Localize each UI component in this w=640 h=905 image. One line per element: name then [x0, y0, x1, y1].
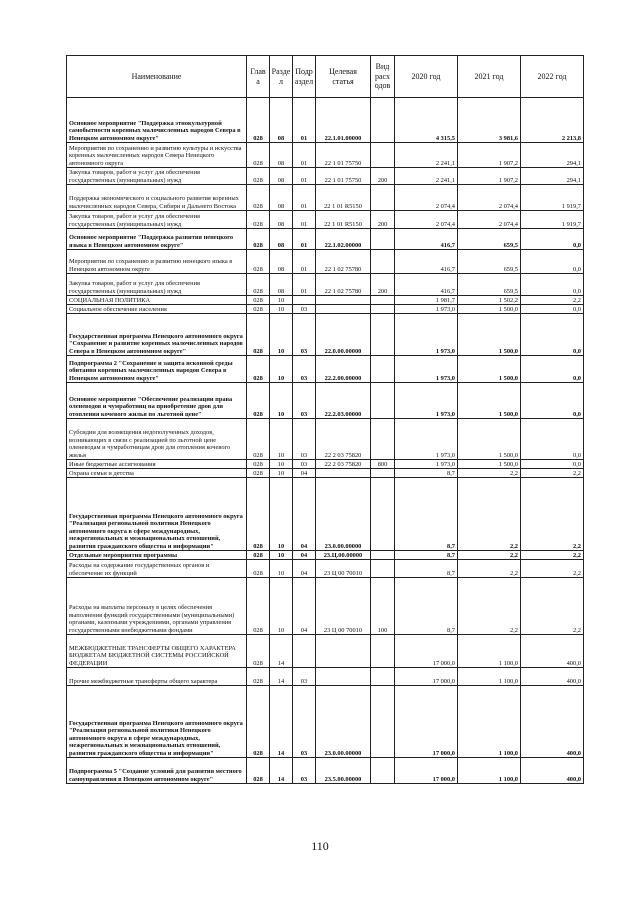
cell-article: 23.Ц.00.00000: [316, 551, 371, 560]
cell-name: Иные бюджетные ассигнования: [67, 460, 247, 469]
cell-2020: 8,7: [395, 469, 458, 478]
table-row: [67, 686, 584, 758]
cell-2021: 1 907,2: [458, 168, 521, 185]
cell-article: 22 1 01 R5150: [316, 185, 371, 211]
cell-podrazdel: 03: [293, 419, 316, 460]
header-row: [67, 56, 584, 98]
cell-article: 22.2.03.00000: [316, 383, 371, 419]
cell-podrazdel: 01: [293, 98, 316, 143]
cell-2021: 659,5: [458, 250, 521, 274]
cell-razdel: 10: [270, 419, 293, 460]
cell-vid: [371, 635, 395, 668]
col-header-article: [316, 56, 371, 98]
cell-glava: 028: [247, 469, 270, 478]
table-row: [67, 419, 584, 460]
cell-2022: 0,0: [521, 274, 584, 296]
table-row: [67, 296, 584, 305]
cell-name: Социальное обеспечение населения: [67, 305, 247, 314]
cell-vid: 200: [371, 168, 395, 185]
cell-podrazdel: 01: [293, 211, 316, 229]
cell-glava: 028: [247, 758, 270, 784]
cell-vid: [371, 758, 395, 784]
cell-name: Подпрограмма 2 "Сохранение и защита исконной среды обитания коренных малочисленных народов Севера в Ненецком автономном округе": [67, 356, 247, 383]
cell-2021: 1 100,0: [458, 686, 521, 758]
cell-vid: [371, 560, 395, 578]
cell-2020: 416,7: [395, 250, 458, 274]
col-header-vid: [371, 56, 395, 98]
col-header-glava: [247, 56, 270, 98]
cell-2022: 400,0: [521, 686, 584, 758]
cell-podrazdel: 03: [293, 383, 316, 419]
cell-razdel: 10: [270, 478, 293, 551]
cell-name: Государственная программа Ненецкого автономного округа "Реализация региональной политики Ненецкого автономного округа в сфере международных, межрегиональных и межнациональных отношений, развития гражданского общества и информации": [67, 478, 247, 551]
cell-name: Расходы на выплаты персоналу в целях обеспечения выполнения функций государственными (муниципальными) органами, казенными учреждениями, органами управления государственными внебюджетными фондами: [67, 578, 247, 635]
cell-razdel: 08: [270, 229, 293, 250]
cell-article: 22 1 02 75780: [316, 250, 371, 274]
cell-article: 23 Ц 00 70010: [316, 560, 371, 578]
razdel-label: Разде л: [271, 67, 291, 86]
cell-razdel: 08: [270, 143, 293, 168]
cell-podrazdel: 04: [293, 469, 316, 478]
cell-2021: 1 500,0: [458, 383, 521, 419]
table-row: [67, 305, 584, 314]
cell-2020: 4 315,5: [395, 98, 458, 143]
cell-podrazdel: [293, 635, 316, 668]
cell-2020: 1 973,0: [395, 356, 458, 383]
cell-podrazdel: 03: [293, 305, 316, 314]
cell-podrazdel: 03: [293, 668, 316, 686]
cell-name: Закупка товаров, работ и услуг для обеспечения государственных (муниципальных) нужд: [67, 211, 247, 229]
cell-razdel: 14: [270, 686, 293, 758]
cell-2021: 2 074,4: [458, 185, 521, 211]
cell-2020: 416,7: [395, 274, 458, 296]
cell-2022: 400,0: [521, 635, 584, 668]
table-row: [67, 356, 584, 383]
article-label: Целевая статья: [329, 67, 357, 86]
cell-article: 22 2 03 75820: [316, 460, 371, 469]
cell-razdel: 08: [270, 274, 293, 296]
cell-razdel: 08: [270, 168, 293, 185]
cell-podrazdel: 04: [293, 551, 316, 560]
cell-article: 23.0.00.00000: [316, 686, 371, 758]
cell-glava: 028: [247, 635, 270, 668]
cell-2022: 1 919,7: [521, 185, 584, 211]
cell-article: [316, 668, 371, 686]
cell-name: Охрана семьи и детства: [67, 469, 247, 478]
cell-2020: 17 000,0: [395, 686, 458, 758]
cell-2020: 8,7: [395, 478, 458, 551]
cell-2022: 0,0: [521, 250, 584, 274]
cell-vid: 800: [371, 460, 395, 469]
cell-2022: 400,0: [521, 758, 584, 784]
table-row: [67, 383, 584, 419]
cell-glava: 028: [247, 578, 270, 635]
cell-glava: 028: [247, 250, 270, 274]
cell-vid: [371, 383, 395, 419]
cell-razdel: 08: [270, 98, 293, 143]
cell-2020: 2 074,4: [395, 211, 458, 229]
cell-2020: 1 973,0: [395, 383, 458, 419]
cell-razdel: 10: [270, 469, 293, 478]
cell-2020: 17 000,0: [395, 668, 458, 686]
cell-2022: 0,0: [521, 305, 584, 314]
cell-name: Государственная программа Ненецкого автономного округа "Реализация региональной политики Ненецкого автономного округа в сфере международных, межрегиональных и межнациональных отношений, развития гражданского общества и информации": [67, 686, 247, 758]
cell-article: [316, 296, 371, 305]
cell-vid: [371, 469, 395, 478]
cell-article: [316, 305, 371, 314]
cell-razdel: 10: [270, 560, 293, 578]
cell-2020: 17 000,0: [395, 758, 458, 784]
cell-vid: [371, 356, 395, 383]
col-header-2022: 2022 год: [521, 56, 584, 98]
cell-vid: [371, 419, 395, 460]
cell-razdel: 08: [270, 185, 293, 211]
cell-razdel: 08: [270, 250, 293, 274]
cell-name: Основное мероприятие "Поддержка развития ненецкого языка в Ненецком автономном округе": [67, 229, 247, 250]
cell-2020: 416,7: [395, 229, 458, 250]
cell-glava: 028: [247, 478, 270, 551]
cell-name: Государственная программа Ненецкого автономного округа "Сохранение и развитие коренных малочисленных народов Севера в Ненецком автономном округе": [67, 314, 247, 356]
cell-razdel: 10: [270, 356, 293, 383]
cell-podrazdel: 03: [293, 314, 316, 356]
cell-glava: 028: [247, 168, 270, 185]
cell-article: 22 1 01 75750: [316, 143, 371, 168]
cell-podrazdel: 01: [293, 250, 316, 274]
table-row: [67, 551, 584, 560]
cell-2022: 2,2: [521, 578, 584, 635]
cell-name: Отдельные мероприятия программы: [67, 551, 247, 560]
cell-article: [316, 469, 371, 478]
cell-vid: [371, 551, 395, 560]
cell-vid: [371, 250, 395, 274]
cell-glava: 028: [247, 314, 270, 356]
col-header-2020: 2020 год: [395, 56, 458, 98]
cell-vid: [371, 296, 395, 305]
cell-podrazdel: 04: [293, 560, 316, 578]
cell-2021: 1 500,0: [458, 356, 521, 383]
cell-glava: 028: [247, 668, 270, 686]
cell-podrazdel: 01: [293, 229, 316, 250]
table-row: [67, 560, 584, 578]
cell-vid: [371, 305, 395, 314]
cell-2022: 2,2: [521, 469, 584, 478]
cell-razdel: 10: [270, 578, 293, 635]
cell-podrazdel: 03: [293, 686, 316, 758]
glava-label: Глав а: [250, 67, 266, 86]
cell-article: 22 1 01 75750: [316, 168, 371, 185]
cell-2020: 17 000,0: [395, 635, 458, 668]
cell-vid: 100: [371, 578, 395, 635]
cell-2021: 2 074,4: [458, 211, 521, 229]
cell-2022: 294,1: [521, 168, 584, 185]
cell-glava: 028: [247, 356, 270, 383]
cell-glava: 028: [247, 560, 270, 578]
cell-glava: 028: [247, 143, 270, 168]
cell-article: 23.0.00.00000: [316, 478, 371, 551]
cell-2021: 1 500,0: [458, 305, 521, 314]
cell-razdel: 10: [270, 314, 293, 356]
cell-2021: 1 500,0: [458, 460, 521, 469]
cell-name: Поддержка экономического и социального развития коренных малочисленных народов Севера, Сибири и Дальнего Востока: [67, 185, 247, 211]
cell-article: 23 Ц 00 70010: [316, 578, 371, 635]
cell-razdel: 14: [270, 758, 293, 784]
cell-podrazdel: 03: [293, 356, 316, 383]
cell-2022: 400,0: [521, 668, 584, 686]
cell-2020: 2 241,1: [395, 143, 458, 168]
cell-glava: 028: [247, 185, 270, 211]
table-row: [67, 250, 584, 274]
cell-article: 23.5.00.00000: [316, 758, 371, 784]
table-row: [67, 758, 584, 784]
cell-2021: 2,2: [458, 469, 521, 478]
cell-podrazdel: 01: [293, 274, 316, 296]
table-row: [67, 98, 584, 143]
cell-2022: 0,0: [521, 356, 584, 383]
cell-2022: 2,2: [521, 551, 584, 560]
cell-2020: 8,7: [395, 578, 458, 635]
cell-vid: 200: [371, 274, 395, 296]
cell-glava: 028: [247, 211, 270, 229]
cell-name: МЕЖБЮДЖЕТНЫЕ ТРАНСФЕРТЫ ОБЩЕГО ХАРАКТЕРА БЮДЖЕТАМ БЮДЖЕТНОЙ СИСТЕМЫ РОССИЙСКОЙ ФЕДЕРАЦИИ: [67, 635, 247, 668]
cell-glava: 028: [247, 419, 270, 460]
cell-name: Закупка товаров, работ и услуг для обеспечения государственных (муниципальных) нужд: [67, 168, 247, 185]
cell-vid: [371, 143, 395, 168]
cell-vid: [371, 229, 395, 250]
cell-2022: 1 919,7: [521, 211, 584, 229]
cell-2021: 1 100,0: [458, 758, 521, 784]
cell-glava: 028: [247, 296, 270, 305]
cell-vid: [371, 686, 395, 758]
cell-podrazdel: 01: [293, 185, 316, 211]
cell-2021: 1 500,0: [458, 419, 521, 460]
col-header-razdel: [270, 56, 293, 98]
cell-podrazdel: 04: [293, 478, 316, 551]
cell-razdel: 08: [270, 211, 293, 229]
cell-vid: [371, 98, 395, 143]
cell-razdel: 10: [270, 305, 293, 314]
table-body: [67, 98, 584, 784]
col-header-podrazdel: [293, 56, 316, 98]
cell-podrazdel: [293, 296, 316, 305]
vid-label: Вид расх одов: [374, 62, 391, 91]
cell-vid: 200: [371, 211, 395, 229]
cell-vid: [371, 668, 395, 686]
cell-article: 22.1.02.00000: [316, 229, 371, 250]
cell-2021: 659,5: [458, 229, 521, 250]
cell-2021: 3 981,6: [458, 98, 521, 143]
cell-podrazdel: 03: [293, 460, 316, 469]
cell-glava: 028: [247, 98, 270, 143]
page-number: 110: [311, 839, 329, 853]
cell-2020: 2 241,1: [395, 168, 458, 185]
cell-2020: 1 973,0: [395, 314, 458, 356]
cell-2022: 2,2: [521, 296, 584, 305]
table-row: [67, 314, 584, 356]
cell-2022: 294,1: [521, 143, 584, 168]
table-row: [67, 168, 584, 185]
cell-2020: 1 973,0: [395, 305, 458, 314]
cell-2020: 2 074,4: [395, 185, 458, 211]
cell-2021: 659,5: [458, 274, 521, 296]
col-header-name: Наименование: [67, 56, 247, 98]
cell-2022: 0,0: [521, 460, 584, 469]
cell-podrazdel: 01: [293, 143, 316, 168]
cell-2022: 2 213,8: [521, 98, 584, 143]
cell-2020: 1 973,0: [395, 419, 458, 460]
cell-article: 22 2 03 75820: [316, 419, 371, 460]
cell-name: Мероприятия по сохранению и развитию культуры и искусства коренных малочисленных народов Севера Ненецкого автономного округа: [67, 143, 247, 168]
table-row: [67, 143, 584, 168]
cell-vid: [371, 185, 395, 211]
cell-2021: 2,2: [458, 478, 521, 551]
table-row: [67, 668, 584, 686]
cell-vid: [371, 478, 395, 551]
cell-2021: 1 100,0: [458, 635, 521, 668]
table-row: [67, 211, 584, 229]
table-row: [67, 460, 584, 469]
cell-glava: 028: [247, 274, 270, 296]
cell-name: Расходы на содержание государственных органов и обеспечение их функций: [67, 560, 247, 578]
cell-article: 22.1.01.00000: [316, 98, 371, 143]
cell-vid: [371, 314, 395, 356]
cell-2020: 1 981,7: [395, 296, 458, 305]
cell-2020: 8,7: [395, 551, 458, 560]
cell-2022: 0,0: [521, 229, 584, 250]
cell-2022: 0,0: [521, 383, 584, 419]
cell-article: 22.2.00.00000: [316, 356, 371, 383]
cell-podrazdel: 03: [293, 758, 316, 784]
cell-2022: 0,0: [521, 314, 584, 356]
table-row: [67, 578, 584, 635]
cell-article: 22.0.00.00000: [316, 314, 371, 356]
cell-name: Подпрограмма 5 "Создание условий для развития местного самоуправления в Ненецком автономном округе": [67, 758, 247, 784]
cell-2021: 2,2: [458, 551, 521, 560]
cell-2020: 8,7: [395, 560, 458, 578]
cell-article: 22 1 02 75780: [316, 274, 371, 296]
cell-name: СОЦИАЛЬНАЯ ПОЛИТИКА: [67, 296, 247, 305]
cell-article: [316, 635, 371, 668]
cell-podrazdel: 01: [293, 168, 316, 185]
cell-razdel: 14: [270, 635, 293, 668]
cell-glava: 028: [247, 305, 270, 314]
cell-2022: 2,2: [521, 478, 584, 551]
cell-podrazdel: 04: [293, 578, 316, 635]
table-row: [67, 229, 584, 250]
table-row: [67, 274, 584, 296]
cell-razdel: 10: [270, 296, 293, 305]
cell-name: Основное мероприятие "Поддержка этнокультурной самобытности коренных малочисленных народов Севера в Ненецком автономном округе": [67, 98, 247, 143]
cell-name: Основное мероприятие "Обеспечение реализации права оленеводов и чумработниц на приобретение дров для отопления кочевого жилья по льготной цене": [67, 383, 247, 419]
cell-glava: 028: [247, 383, 270, 419]
table-row: [67, 469, 584, 478]
cell-name: Мероприятия по сохранению и развитию ненецкого языка в Ненецком автономном округе: [67, 250, 247, 274]
cell-glava: 028: [247, 551, 270, 560]
cell-article: 22 1 01 R5150: [316, 211, 371, 229]
cell-2021: 2,2: [458, 578, 521, 635]
cell-glava: 028: [247, 686, 270, 758]
cell-glava: 028: [247, 460, 270, 469]
cell-2022: 0,0: [521, 419, 584, 460]
cell-glava: 028: [247, 229, 270, 250]
cell-2021: 1 500,0: [458, 314, 521, 356]
cell-2021: 2,2: [458, 560, 521, 578]
cell-2021: 1 502,2: [458, 296, 521, 305]
table-row: [67, 185, 584, 211]
cell-2022: 2,2: [521, 560, 584, 578]
cell-razdel: 14: [270, 668, 293, 686]
cell-razdel: 10: [270, 383, 293, 419]
col-header-2021: 2021 год: [458, 56, 521, 98]
budget-table: [66, 55, 584, 784]
cell-razdel: 10: [270, 460, 293, 469]
cell-name: Прочие межбюджетные трансферты общего характера: [67, 668, 247, 686]
cell-name: Закупка товаров, работ и услуг для обеспечения государственных (муниципальных) нужд: [67, 274, 247, 296]
cell-2021: 1 907,2: [458, 143, 521, 168]
cell-name: Субсидии для возмещения недополученных доходов, возникающих в связи с реализацией по льготной цене оленеводам и чумработницам дров для отопления кочевого жилья: [67, 419, 247, 460]
podrazdel-label: Подр аздел: [294, 67, 314, 86]
cell-2021: 1 100,0: [458, 668, 521, 686]
table-row: [67, 635, 584, 668]
cell-razdel: 10: [270, 551, 293, 560]
table-row: [67, 478, 584, 551]
cell-2020: 1 973,0: [395, 460, 458, 469]
